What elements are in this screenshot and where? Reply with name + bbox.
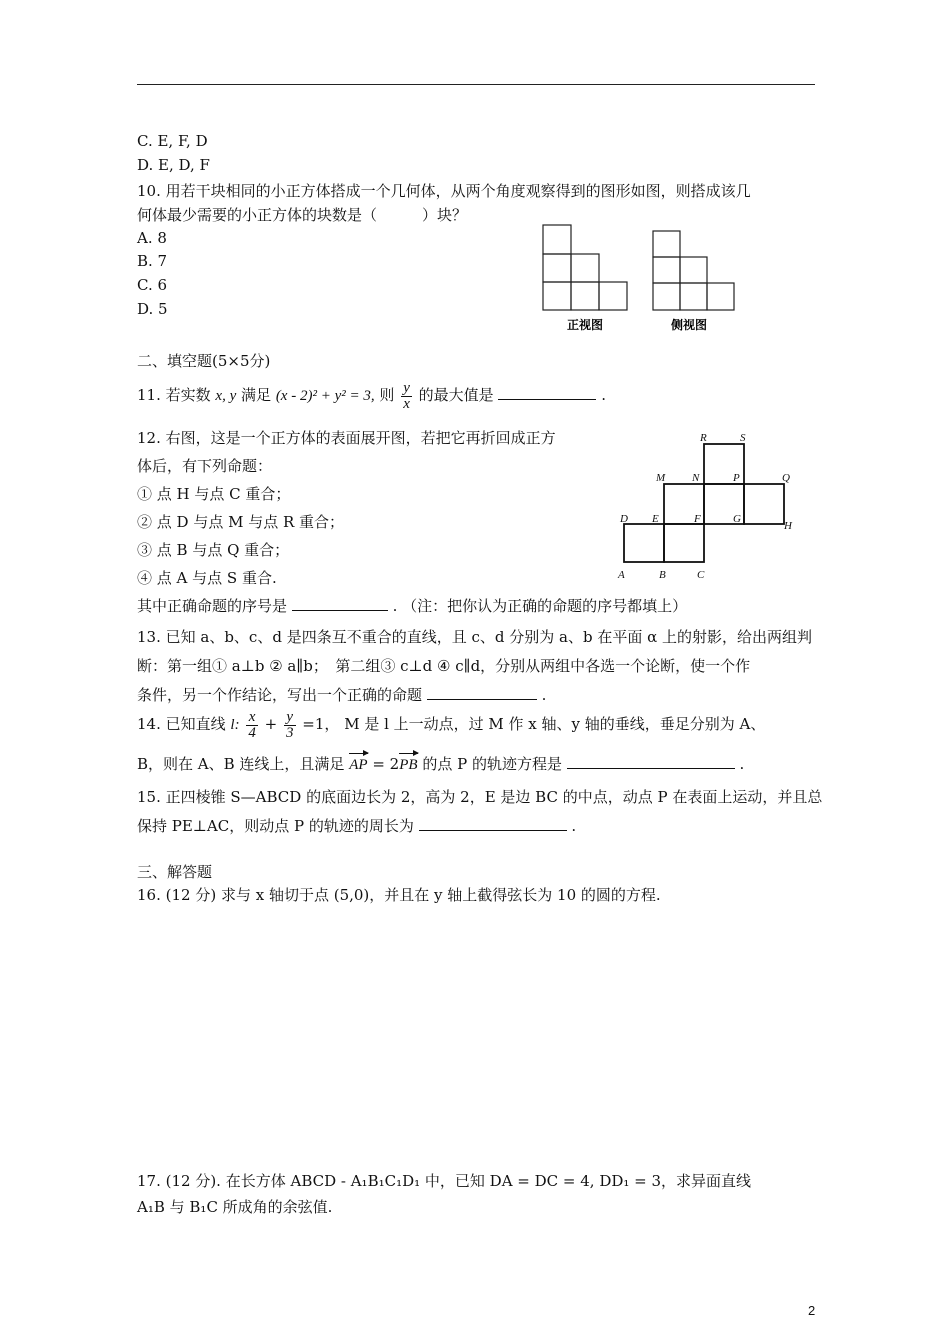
net-label-M: M (656, 472, 666, 484)
q15-line2 (137, 816, 576, 836)
q14-rest: M 是 l 上一动点，过 M 作 x 轴、y 轴的垂线，垂足分别为 A、 (344, 715, 766, 733)
q9-option-c: C. E, F, D (137, 132, 208, 150)
net-label-D: D (620, 513, 628, 525)
q10-stem-line1: 10. 用若干块相同的小正方体搭成一个几何体，从两个角度观察得到的图形如图，则搭成该几 (137, 182, 751, 200)
q12-answer-blank[interactable] (292, 596, 388, 611)
net-label-G: G (733, 513, 741, 525)
page-number: 2 (808, 1303, 816, 1318)
q14-plus: + (264, 715, 278, 733)
net-label-E: E (652, 513, 659, 525)
front-view-label: 正视图 (567, 318, 604, 332)
q14-frac-x: x (246, 710, 258, 726)
q11-mid: 满足 (241, 386, 272, 404)
net-label-P: P (733, 472, 740, 484)
q14-line1 (137, 706, 765, 746)
q15-line1: 15. 正四棱锥 S—ABCD 的底面边长为 2，高为 2，E 是边 BC 的中点，动点 P 在表面上运动，并且总 (137, 788, 823, 806)
q14-pre: 14. 已知直线 (137, 715, 226, 733)
q13-line3-text: 条件，另一个作结论，写出一个正确的命题 (137, 686, 423, 704)
q10-stem-line2: 何体最少需要的小正方体的块数是（ ）块？ (137, 206, 468, 224)
net-label-H: H (784, 520, 792, 532)
net-label-N: N (692, 472, 700, 484)
net-label-C: C (697, 569, 705, 581)
q12-prop1: ① 点 H 与点 C 重合； (137, 485, 291, 503)
q12-ask: 其中正确命题的序号是 (137, 597, 288, 615)
q11-frac-num: y (403, 379, 410, 396)
side-view-label: 侧视图 (671, 318, 708, 332)
q11-post: 的最大值是 (418, 386, 494, 404)
front-view (543, 225, 627, 310)
q11-answer-blank[interactable] (498, 385, 596, 400)
q12-line1: 12. 右图，这是一个正方体的表面展开图，若把它再折回成正方 (137, 429, 556, 447)
q14-line2a: B，则在 A、B 连线上，且满足 (137, 755, 345, 773)
q12-question (137, 596, 687, 616)
q14-answer-blank[interactable] (567, 754, 735, 769)
net-label-R: R (700, 432, 707, 444)
q17-line1: 17. (12 分). 在长方体 ABCD - A₁B₁C₁D₁ 中，已知 DA = DC = 4, DD₁ = 3，求异面直线 (137, 1172, 752, 1190)
q15-end: . (571, 817, 577, 835)
q13-answer-blank[interactable] (427, 685, 537, 700)
q15-answer-blank[interactable] (419, 816, 567, 831)
q11-vars: x, y (215, 388, 237, 404)
q14-frac-3: 3 (286, 724, 294, 741)
q15-line2-text: 保持 PE⊥AC，则动点 P 的轨迹的周长为 (137, 817, 414, 835)
q10-option-b: B. 7 (137, 252, 168, 270)
q16: 16. (12 分) 求与 x 轴切于点 (5,0)，并且在 y 轴上截得弦长为 10 的圆的方程. (137, 886, 661, 904)
q12-prop2: ② 点 D 与点 M 与点 R 重合； (137, 513, 345, 531)
q12-cube-net-figure (612, 428, 802, 584)
section-3-heading: 三、解答题 (137, 863, 213, 881)
q11-pre: 11. 若实数 (137, 386, 211, 404)
q12-note: . （注：把你认为正确的命题的序号都填上） (392, 597, 688, 615)
q14-vector-ap: AP (349, 757, 368, 773)
q9-option-d: D. E, D, F (137, 156, 210, 174)
q14-frac-y: y (284, 710, 296, 726)
q14-line2 (137, 754, 744, 775)
q14-vector-pb: PB (399, 757, 418, 773)
q12-prop4: ④ 点 A 与点 S 重合. (137, 569, 277, 587)
side-view (653, 231, 734, 310)
q14-end: . (739, 755, 745, 773)
net-label-A: A (618, 569, 625, 581)
header-rule (137, 84, 815, 85)
net-label-S: S (740, 432, 746, 444)
q11-then: 则 (379, 386, 395, 404)
q10-views-figure (540, 222, 740, 334)
q14-eq1: =1， (302, 715, 340, 733)
q14-frac-x4 (246, 710, 258, 741)
q11-frac-den: x (403, 395, 410, 412)
q17-line2: A₁B 与 B₁C 所成角的余弦值. (137, 1198, 333, 1216)
q14-eq2: = 2 (372, 755, 400, 773)
q13-line3 (137, 685, 546, 705)
q13-line2: 断：第一组① a⊥b ② a∥b； 第二组③ c⊥d ④ c∥d，分别从两组中各选一个论断，使一个作 (137, 657, 751, 675)
net-label-F: F (694, 513, 701, 525)
q14-frac-4: 4 (248, 724, 256, 741)
q13-line1: 13. 已知 a、b、c、d 是四条互不重合的直线，且 c、d 分别为 a、b 在平面 α 上的射影，给出两组判 (137, 628, 812, 646)
q10-option-c: C. 6 (137, 276, 168, 294)
q12-prop3: ③ 点 B 与点 Q 重合； (137, 541, 290, 559)
q11-equation: (x - 2)² + y² = 3, (275, 388, 375, 404)
section-2-heading: 二、填空题(5×5分) (137, 352, 271, 370)
q11-fraction (401, 381, 412, 412)
q13-end: . (541, 686, 547, 704)
q11-end: . (601, 386, 606, 404)
q10-option-d: D. 5 (137, 300, 168, 318)
q11 (137, 380, 606, 414)
q12-line2: 体后，有下列命题： (137, 457, 273, 475)
net-label-Q: Q (782, 472, 790, 484)
net-label-B: B (659, 569, 666, 581)
q10-option-a: A. 8 (137, 229, 167, 247)
q14-line2b: 的点 P 的轨迹方程是 (422, 755, 562, 773)
q14-l: l: (230, 717, 240, 733)
q14-frac-y3 (284, 710, 296, 741)
